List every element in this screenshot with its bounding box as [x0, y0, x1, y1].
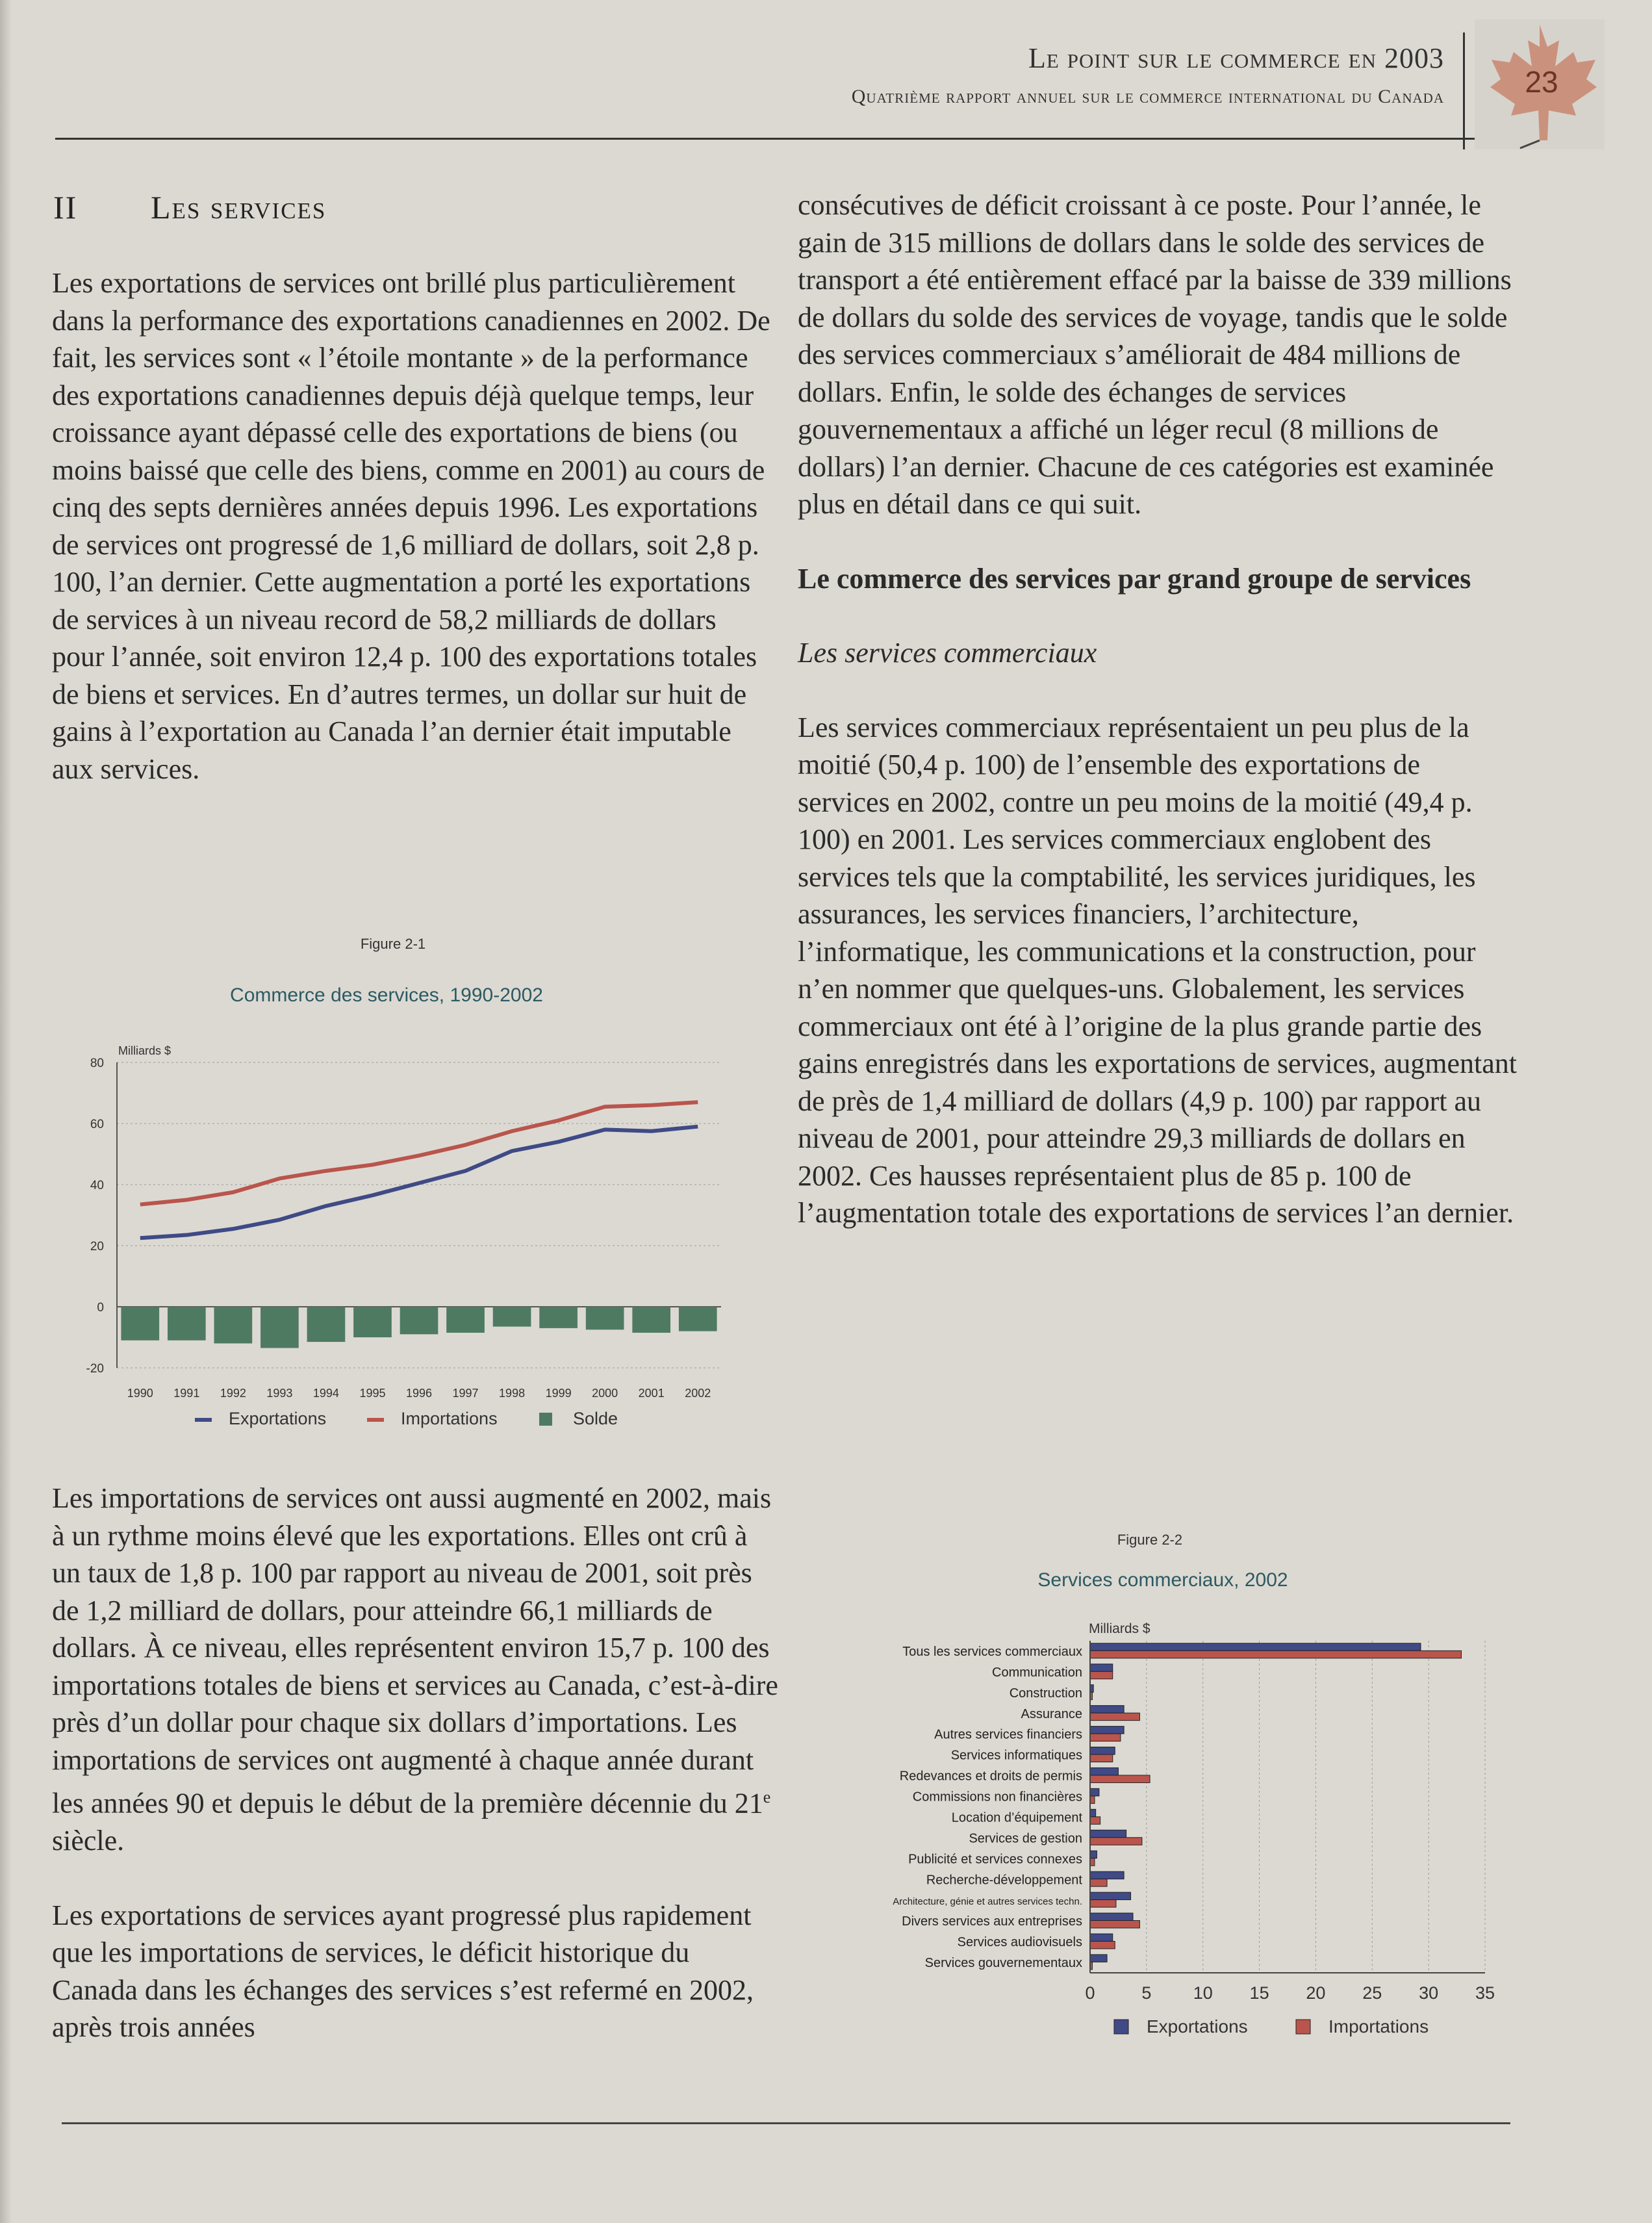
exports-bar	[1090, 1788, 1099, 1795]
imports-line	[140, 1102, 698, 1204]
imports-bar	[1090, 1796, 1095, 1803]
x-tick-label: 35	[1475, 1983, 1495, 2003]
paragraph-deficit-continued: consécutives de déficit croissant à ce poste. Pour l’année, le gain de 315 millions de dollars dans le solde des services de transport a été entièrement effacé par la baisse de 339 millions de dollars du solde des services de voyage, tandis que le solde des services commerciaux s’améliorait de 484 millions de dollars. Enfin, le solde des échanges de services gouvernementaux a affiché un léger recul (8 millions de dollars) l’an dernier. Chacune de ces catégories est examinée plus en détail dans ce qui suit.	[798, 189, 1512, 520]
balance-bar	[586, 1307, 624, 1330]
imports-bar	[1090, 1900, 1116, 1907]
exports-bar	[1090, 1767, 1118, 1775]
x-tick-label: 2000	[592, 1387, 618, 1400]
category-label: Services informatiques	[950, 1748, 1082, 1763]
legend-label: Exportations	[229, 1409, 327, 1428]
figure-2-2-chart	[799, 1612, 1533, 2047]
exports-bar	[1090, 1706, 1124, 1713]
category-label: Services audiovisuels	[957, 1935, 1082, 1950]
figure-2-2-label: Figure 2-2	[1117, 1532, 1183, 1548]
balance-bar	[214, 1307, 253, 1343]
x-tick-label: 1991	[173, 1387, 200, 1400]
imports-bar	[1090, 1754, 1113, 1762]
category-label: Commissions non financières	[912, 1790, 1082, 1805]
imports-bar	[1090, 1775, 1150, 1782]
figure-2-1-label: Figure 2-1	[360, 936, 426, 952]
header-vertical-rule	[1463, 32, 1465, 149]
heading-commercial-services: Les services commerciaux	[798, 637, 1097, 669]
category-label: Location d’équipement	[951, 1810, 1082, 1825]
legend-label: Exportations	[1147, 2016, 1248, 2037]
legend-swatch	[1296, 2020, 1310, 2034]
exports-bar	[1090, 1727, 1124, 1734]
x-tick-label: 5	[1141, 1983, 1152, 2003]
page-number: 23	[1525, 65, 1558, 99]
x-tick-label: 1997	[452, 1387, 479, 1400]
exports-bar	[1090, 1913, 1133, 1920]
imports-bar	[1090, 1838, 1142, 1845]
exports-bar	[1090, 1955, 1107, 1962]
x-tick-label: 1995	[359, 1387, 386, 1400]
balance-bar	[307, 1307, 346, 1342]
category-label: Services de gestion	[969, 1831, 1082, 1846]
exports-bar	[1090, 1830, 1126, 1837]
legend-swatch	[539, 1413, 552, 1426]
imports-bar	[1090, 1817, 1100, 1824]
category-label: Assurance	[1021, 1706, 1082, 1721]
heading-services-by-group: Le commerce des services par grand groupe de services	[798, 562, 1471, 595]
category-label: Redevances et droits de permis	[899, 1769, 1082, 1784]
x-axis-unit-label: Milliards $	[1089, 1621, 1150, 1636]
imports-bar	[1090, 1671, 1113, 1678]
figure-2-2-title: Services commerciaux, 2002	[1037, 1569, 1288, 1591]
category-label: Construction	[1009, 1686, 1082, 1701]
maple-leaf-page-number	[1475, 19, 1605, 149]
category-label: Architecture, génie et autres services techn.	[893, 1896, 1082, 1908]
legend-swatch	[195, 1418, 212, 1422]
x-tick-label: 1999	[545, 1387, 572, 1400]
exports-bar	[1090, 1851, 1097, 1858]
x-tick-label: 25	[1362, 1983, 1382, 2003]
imports-bar	[1090, 1858, 1095, 1866]
header-rule	[55, 138, 1484, 140]
right-column	[798, 186, 1519, 1232]
y-tick-label: -20	[86, 1362, 104, 1376]
imports-bar	[1090, 1713, 1139, 1720]
figure-2-1-title: Commerce des services, 1990-2002	[230, 984, 543, 1006]
section-heading	[53, 188, 326, 226]
legend-swatch	[367, 1418, 384, 1422]
balance-bar	[632, 1307, 670, 1333]
x-tick-label: 1998	[499, 1387, 526, 1400]
legend-swatch	[1114, 2020, 1128, 2034]
exports-bar	[1090, 1934, 1113, 1941]
imports-bar	[1090, 1941, 1115, 1948]
x-tick-label: 1992	[220, 1387, 246, 1400]
category-label: Communication	[992, 1665, 1082, 1680]
y-tick-label: 60	[90, 1118, 104, 1131]
balance-bar	[400, 1307, 438, 1334]
x-tick-label: 2001	[638, 1387, 665, 1400]
x-tick-label: 30	[1419, 1983, 1439, 2003]
section-number: II	[53, 189, 78, 225]
left-column-bottom	[52, 1480, 780, 2046]
legend-label: Solde	[573, 1409, 618, 1428]
exports-line	[140, 1127, 698, 1239]
imports-bar	[1090, 1651, 1462, 1658]
exports-bar	[1090, 1809, 1096, 1816]
exports-bar	[1090, 1747, 1115, 1754]
figure-2-1-chart	[65, 1033, 747, 1430]
balance-bar	[121, 1307, 159, 1341]
x-tick-label: 1994	[312, 1387, 339, 1400]
x-tick-label: 15	[1249, 1983, 1269, 2003]
left-column-top	[52, 264, 773, 788]
legend-label: Importations	[401, 1409, 498, 1428]
y-tick-label: 20	[90, 1240, 104, 1253]
category-label: Services gouvernementaux	[924, 1956, 1082, 1971]
exports-bar	[1090, 1892, 1131, 1899]
balance-bar	[493, 1307, 531, 1327]
paragraph-services-deficit: Les exportations de services ayant progressé plus rapidement que les importations de services, le déficit historique du Canada dans les échanges des services s’est refermé en 2002, après trois années	[52, 1899, 754, 2044]
paragraph-services-imports: Les importations de services ont aussi augmenté en 2002, mais à un rythme moins élevé que les exportations. Elles ont crû à un taux de 1,8 p. 100 par rapport au niveau de 2001, soit près de 1,2 milliard de dollars, pour atteindre 66,1 milliards de dollars. À ce niveau, elles représentent environ 15,7 p. 100 des importations totales de biens et services au Canada, c’est-à-dire près d’un dollar pour chaque six dollars d’importations. Les importations de services ont augmenté à chaque année durant les années 90 et depuis le début de la première décennie du 21e siècle.	[52, 1482, 778, 1857]
paragraph-commercial-services: Les services commerciaux représentaient un peu plus de la moitié (50,4 p. 100) de l’ensemble des exportations de services en 2002, contre un peu moins de la moitié (49,4 p. 100) en 2001. Les services commerciaux englobent des services tels que la comptabilité, les services juridiques, les assurances, les services financiers, l’architecture, l’informatique, les communications et la construction, pour n’en nommer que quelques-uns. Globalement, les services commerciaux ont été à l’origine de la plus grande partie des gains enregistrés dans les exportations de services, augmentant de près de 1,4 milliard de dollars (4,9 p. 100) par rapport au niveau de 2001, pour atteindre 29,3 milliards de dollars en 2002. Ces hausses représentaient plus de 85 p. 100 de l’augmentation totale des exportations de services l’an dernier.	[798, 711, 1518, 1229]
x-tick-label: 2002	[685, 1387, 711, 1400]
x-tick-label: 20	[1306, 1983, 1326, 2003]
y-tick-label: 40	[90, 1179, 104, 1192]
paragraph-services-exports: Les exportations de services ont brillé plus particulièrement dans la performance des exportations canadiennes en 2002. De fait, les services sont « l’étoile montante » de la performance des exportations canadiennes depuis déjà quelque temps, leur croissance ayant dépassé celle des exportations de biens (ou moins baissé que celle des biens, comme en 2001) au cours de cinq des septs dernières années depuis 1996. Les exportations de services ont progressé de 1,6 milliard de dollars, soit 2,8 p. 100, l’an dernier. Cette augmentation a porté les exportations de services à un niveau record de 58,2 milliards de dollars pour l’année, soit environ 12,4 p. 100 des exportations totales de biens et services. En d’autres termes, un dollar sur huit de gains à l’exportation au Canada l’an dernier était imputable aux services.	[52, 267, 770, 785]
y-tick-label: 80	[90, 1057, 104, 1070]
page-edge-shadow	[0, 0, 12, 2223]
exports-bar	[1090, 1664, 1113, 1671]
category-label: Divers services aux entreprises	[902, 1914, 1082, 1929]
running-header-subtitle: Quatrième rapport annuel sur le commerce international du Canada	[851, 86, 1444, 107]
x-tick-label: 1996	[405, 1387, 433, 1400]
category-label: Autres services financiers	[934, 1727, 1082, 1742]
legend-label: Importations	[1328, 2016, 1429, 2037]
balance-bar	[539, 1307, 578, 1328]
section-title: Les services	[151, 189, 327, 225]
balance-bar	[446, 1307, 485, 1333]
imports-bar	[1090, 1734, 1121, 1741]
balance-bar	[679, 1307, 717, 1331]
x-tick-label: 1990	[127, 1387, 153, 1400]
x-tick-label: 0	[1085, 1983, 1095, 2003]
exports-bar	[1090, 1643, 1421, 1651]
balance-bar	[353, 1307, 392, 1337]
y-tick-label: 0	[97, 1301, 104, 1315]
balance-bar	[168, 1307, 206, 1341]
x-tick-label: 1993	[266, 1387, 293, 1400]
category-label: Recherche-développement	[926, 1873, 1082, 1888]
category-label: Tous les services commerciaux	[902, 1644, 1082, 1659]
category-label: Publicité et services connexes	[908, 1852, 1082, 1867]
running-header-title: Le point sur le commerce en 2003	[1028, 42, 1444, 74]
y-axis-label: Milliards $	[118, 1044, 172, 1057]
x-tick-label: 10	[1193, 1983, 1213, 2003]
exports-bar	[1090, 1871, 1124, 1879]
imports-bar	[1090, 1921, 1139, 1928]
footer-rule	[62, 2122, 1510, 2124]
imports-bar	[1090, 1879, 1107, 1886]
balance-bar	[261, 1307, 299, 1348]
